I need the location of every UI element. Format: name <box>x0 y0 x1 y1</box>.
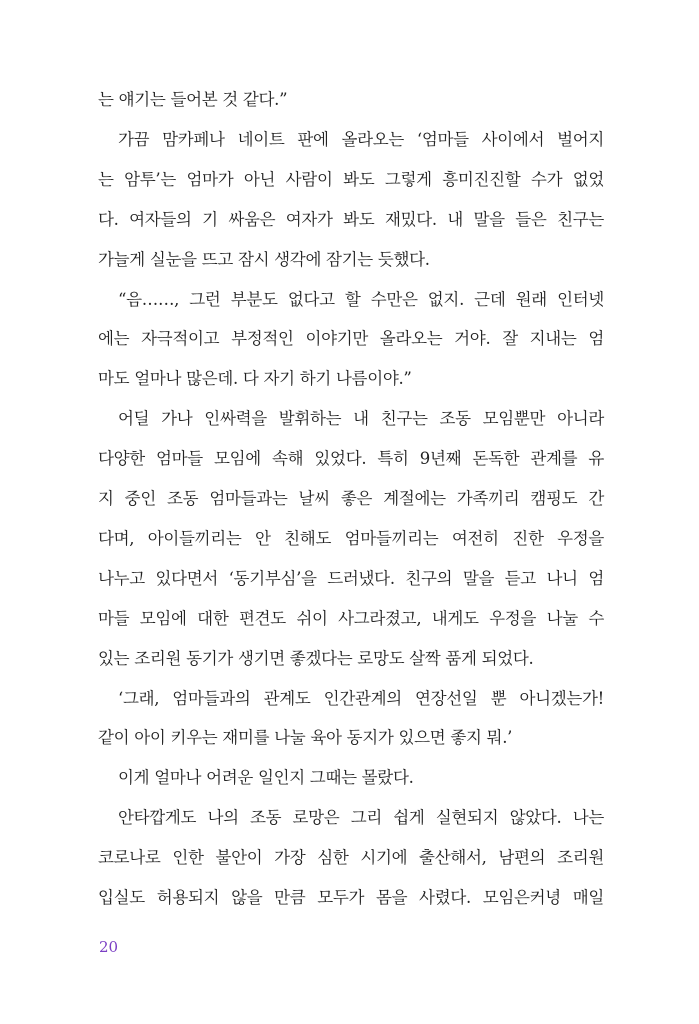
text-line: 가늘게 실눈을 뜨고 잠시 생각에 잠기는 듯했다. <box>98 249 430 269</box>
text-line: 다며, 아이들끼리는 안 친해도 엄마들끼리는 여전히 진한 우정을 <box>98 528 604 548</box>
text-line: 마도 얼마나 많은데. 다 자기 하기 나름이야.” <box>98 369 412 389</box>
text-line: 이게 얼마나 어려운 일인지 그때는 몰랐다. <box>118 768 414 788</box>
text-line: 같이 아이 키우는 재미를 나눌 육아 동지가 있으면 좋지 뭐.’ <box>98 728 513 748</box>
text-line: ‘그래, 엄마들과의 관계도 인간관계의 연장선일 뿐 아니겠는가! <box>118 688 604 708</box>
text-line: 코로나로 인한 불안이 가장 심한 시기에 출산해서, 남편의 조리원 <box>98 848 604 868</box>
text-line: 마들 모임에 대한 편견도 쉬이 사그라졌고, 내게도 우정을 나눌 수 <box>98 608 604 628</box>
text-line: 가끔 맘카페나 네이트 판에 올라오는 ‘엄마들 사이에서 벌어지 <box>118 129 604 149</box>
text-line: 에는 자극적이고 부정적인 이야기만 올라오는 거야. 잘 지내는 엄 <box>98 329 604 349</box>
text-line: 다. 여자들의 기 싸움은 여자가 봐도 재밌다. 내 말을 들은 친구는 <box>98 209 604 229</box>
text-line: 는 암투’는 엄마가 아닌 사람이 봐도 그렇게 흥미진진할 수가 없었 <box>98 169 604 189</box>
text-line: 는 얘기는 들어본 것 같다.” <box>98 90 288 109</box>
text-line: 있는 조리원 동기가 생기면 좋겠다는 로망도 살짝 품게 되었다. <box>98 648 534 668</box>
page-number: 20 <box>99 938 119 956</box>
text-line: 나누고 있다면서 ‘동기부심’을 드러냈다. 친구의 말을 듣고 나니 엄 <box>98 568 604 588</box>
text-line: 입실도 허용되지 않을 만큼 모두가 몸을 사렸다. 모임은커녕 매일 <box>98 888 604 907</box>
text-line: 다양한 엄마들 모임에 속해 있었다. 특히 9년째 돈독한 관계를 유 <box>98 449 604 469</box>
text-line: 어딜 가나 인싸력을 발휘하는 내 친구는 조동 모임뿐만 아니라 <box>118 409 604 429</box>
text-line: 지 중인 조동 엄마들과는 날씨 좋은 계절에는 가족끼리 캠핑도 간 <box>98 489 604 508</box>
text-line: “음……, 그런 부분도 없다고 할 수만은 없지. 근데 원래 인터넷 <box>118 289 604 309</box>
text-line: 안타깝게도 나의 조동 로망은 그리 쉽게 실현되지 않았다. 나는 <box>118 808 604 828</box>
